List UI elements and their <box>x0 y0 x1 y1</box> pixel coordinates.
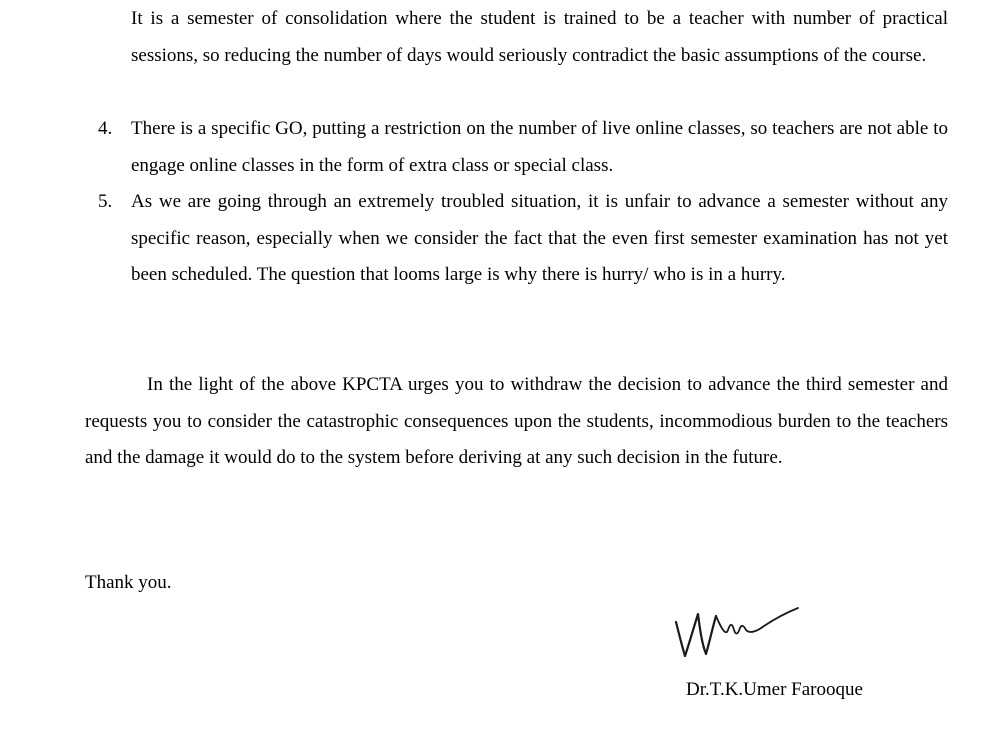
list-item-number: 4. <box>98 118 113 139</box>
continuation-paragraph: It is a semester of consolidation where the student is trained to be a teacher with number of practical sessions, so reducing the number of days would seriously contradict the basic assumptions of the course. <box>131 8 948 66</box>
list-item-number: 5. <box>98 191 113 212</box>
handwritten-signature <box>670 600 802 662</box>
closing-paragraph: In the light of the above KPCTA urges you to withdraw the decision to advance the third semester and requests you to consider the catastrophic consequences upon the students, incommodious burden to the teachers and the damage it would do to the system before deriving at any such decision in the future. <box>85 374 948 469</box>
list-item <box>98 111 948 184</box>
list-item-text: There is a specific GO, putting a restriction on the number of live online classes, so teachers are not able to engage online classes in the form of extra class or special class. <box>131 118 948 176</box>
list-item-text: As we are going through an extremely troubled situation, it is unfair to advance a semester without any specific reason, especially when we consider the fact that the even first semester examination has not yet been scheduled. The question that looms large is why there is hurry/ who is in a hurry. <box>131 191 948 286</box>
signer-name: Dr.T.K.Umer Farooque <box>686 679 863 700</box>
list-item <box>98 184 948 294</box>
thank-you-line: Thank you. <box>85 572 172 593</box>
